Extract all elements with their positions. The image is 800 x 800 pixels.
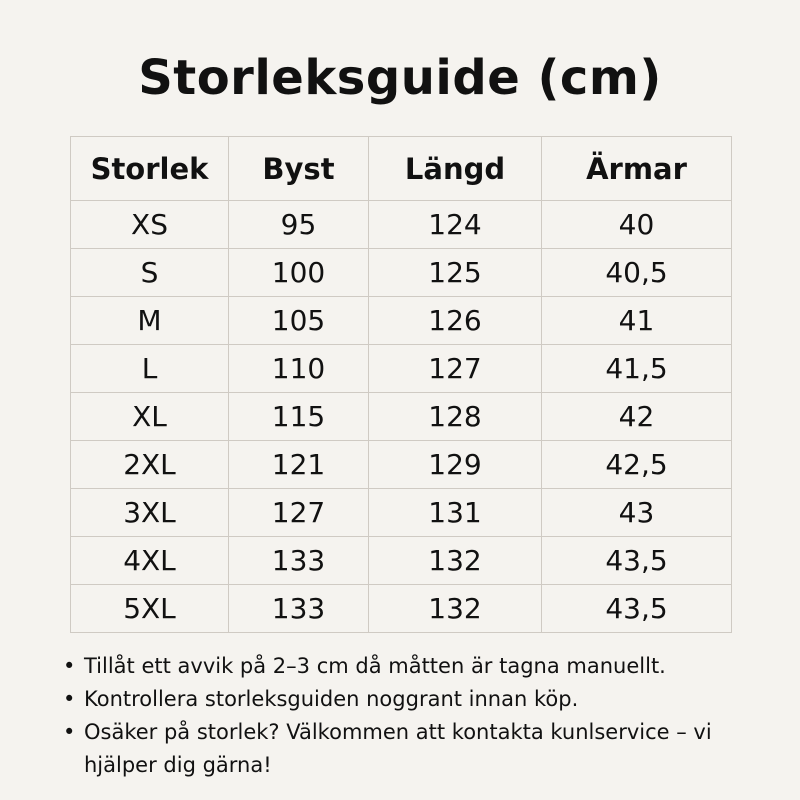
cell-size: 2XL bbox=[71, 441, 229, 489]
bullet-icon: • bbox=[63, 687, 76, 711]
cell-sleeves: 43,5 bbox=[542, 537, 732, 585]
header-bust: Byst bbox=[229, 137, 369, 201]
bullet-icon: • bbox=[63, 720, 76, 744]
table-row bbox=[71, 345, 732, 393]
cell-bust: 100 bbox=[229, 249, 369, 297]
cell-length: 125 bbox=[369, 249, 542, 297]
table-row bbox=[71, 393, 732, 441]
table-header-row bbox=[71, 137, 732, 201]
cell-sleeves: 43 bbox=[542, 489, 732, 537]
cell-sleeves: 41,5 bbox=[542, 345, 732, 393]
cell-bust: 133 bbox=[229, 585, 369, 633]
cell-length: 124 bbox=[369, 201, 542, 249]
cell-size: 3XL bbox=[71, 489, 229, 537]
cell-size: M bbox=[71, 297, 229, 345]
cell-length: 132 bbox=[369, 585, 542, 633]
cell-bust: 105 bbox=[229, 297, 369, 345]
note-text: Kontrollera storleksguiden noggrant innan köp. bbox=[84, 687, 579, 711]
cell-sleeves: 40,5 bbox=[542, 249, 732, 297]
cell-sleeves: 43,5 bbox=[542, 585, 732, 633]
cell-sleeves: 40 bbox=[542, 201, 732, 249]
table-row bbox=[71, 537, 732, 585]
table-row bbox=[71, 249, 732, 297]
header-size: Storlek bbox=[71, 137, 229, 201]
table-row bbox=[71, 585, 732, 633]
page-title: Storleksguide (cm) bbox=[138, 50, 662, 106]
bullet-icon: • bbox=[63, 654, 76, 678]
table-row bbox=[71, 201, 732, 249]
table-row bbox=[71, 489, 732, 537]
cell-bust: 133 bbox=[229, 537, 369, 585]
cell-sleeves: 42 bbox=[542, 393, 732, 441]
cell-size: XS bbox=[71, 201, 229, 249]
note-text: Osäker på storlek? Välkommen att kontakta kunlservice – vi hjälper dig gärna! bbox=[84, 720, 712, 777]
note-text: Tillåt ett avvik på 2–3 cm då måtten är tagna manuellt. bbox=[84, 654, 666, 678]
cell-size: 5XL bbox=[71, 585, 229, 633]
notes-list bbox=[60, 650, 760, 782]
note-item bbox=[60, 683, 760, 716]
cell-length: 132 bbox=[369, 537, 542, 585]
cell-length: 131 bbox=[369, 489, 542, 537]
cell-bust: 110 bbox=[229, 345, 369, 393]
note-item bbox=[60, 716, 760, 782]
cell-bust: 121 bbox=[229, 441, 369, 489]
cell-bust: 127 bbox=[229, 489, 369, 537]
cell-size: XL bbox=[71, 393, 229, 441]
size-table bbox=[70, 136, 732, 633]
table-row bbox=[71, 441, 732, 489]
cell-bust: 115 bbox=[229, 393, 369, 441]
header-length: Längd bbox=[369, 137, 542, 201]
note-item bbox=[60, 650, 760, 683]
header-sleeves: Ärmar bbox=[542, 137, 732, 201]
cell-size: L bbox=[71, 345, 229, 393]
cell-bust: 95 bbox=[229, 201, 369, 249]
cell-sleeves: 41 bbox=[542, 297, 732, 345]
cell-sleeves: 42,5 bbox=[542, 441, 732, 489]
cell-length: 129 bbox=[369, 441, 542, 489]
cell-length: 127 bbox=[369, 345, 542, 393]
cell-length: 126 bbox=[369, 297, 542, 345]
cell-length: 128 bbox=[369, 393, 542, 441]
cell-size: S bbox=[71, 249, 229, 297]
table-row bbox=[71, 297, 732, 345]
cell-size: 4XL bbox=[71, 537, 229, 585]
